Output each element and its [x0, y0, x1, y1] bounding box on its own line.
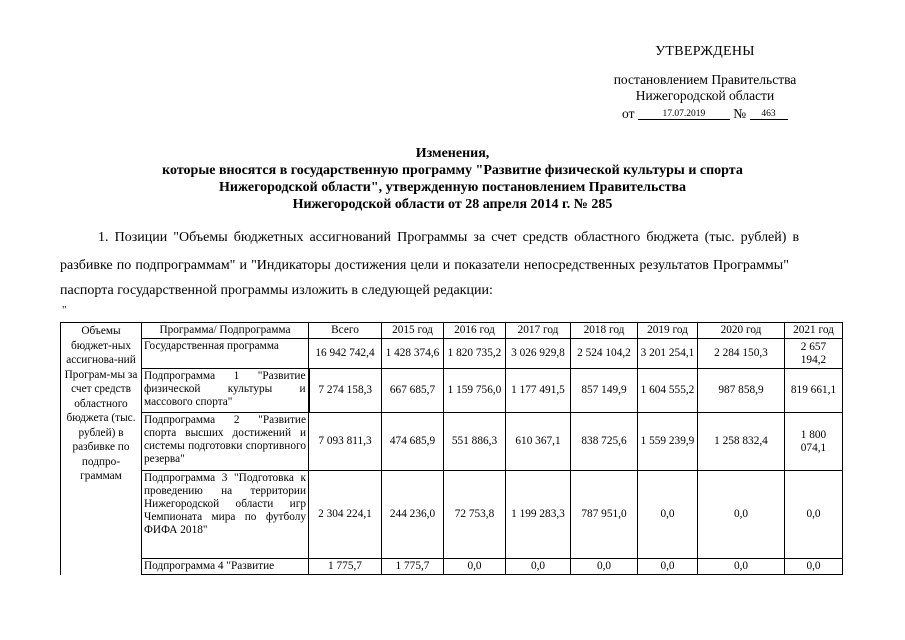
title-line-3: Нижегородской области", утвержденную постановлением Правительства: [218, 180, 687, 195]
cell-2020: 987 858,9: [698, 369, 785, 413]
cell-2017: 3 026 929,8: [506, 339, 571, 369]
cell-2020: 2 284 150,3: [698, 339, 785, 369]
cell-2018: 838 725,6: [571, 413, 638, 471]
table-row: [61, 471, 843, 559]
cell-2020: 1 258 832,4: [698, 413, 785, 471]
cell-2020: 0,0: [698, 559, 785, 575]
cell-2016: 1 820 735,2: [444, 339, 506, 369]
header-2017: 2017 год: [506, 323, 571, 339]
header-2018: 2018 год: [571, 323, 638, 339]
paragraph-line-2: разбивке по подпрограммам" и "Индикаторы достижения цели и показатели непосредственных результатов Программы": [60, 258, 789, 273]
header-program: Программа/ Подпрограмма: [142, 323, 309, 339]
paragraph-line-3: паспорта государственной программы изложить в следующей редакции:: [60, 283, 493, 298]
cell-2016: 551 886,3: [444, 413, 506, 471]
row-program-name: Подпрограмма 1 "Развитие физической культуры и массового спорта": [142, 369, 309, 413]
cell-2017: 1 199 283,3: [506, 471, 571, 559]
row-program-name: Подпрограмма 2 "Развитие спорта высших достижений и системы подготовки спортивного резерва": [142, 413, 309, 471]
title-line-4: Нижегородской области от 28 апреля 2014 г. № 285: [292, 197, 613, 212]
cell-2021: 0,0: [785, 559, 843, 575]
approval-date-line: [622, 106, 788, 122]
cell-2020: 0,0: [698, 471, 785, 559]
approval-line-2: Нижегородской области: [635, 88, 775, 103]
cell-2019: 0,0: [638, 559, 698, 575]
cell-total: 7 093 811,3: [309, 413, 382, 471]
cell-2015: 474 685,9: [382, 413, 444, 471]
number-sign: №: [733, 106, 747, 121]
cell-total: 16 942 742,4: [309, 339, 382, 369]
cell-2015: 244 236,0: [382, 471, 444, 559]
cell-2021: 2 657 194,2: [785, 339, 843, 369]
cell-2017: 610 367,1: [506, 413, 571, 471]
side-label-cell: Объемы бюджет-ных ассигнова-ний Програм-мы за счет средств областного бюджета (тыс. рублей) в разбивке по подпро-граммам: [61, 323, 142, 575]
cell-2015: 667 685,7: [382, 369, 444, 413]
cell-2019: 3 201 254,1: [638, 339, 698, 369]
cell-2021: 1 800 074,1: [785, 413, 843, 471]
approval-date: 17.07.2019: [638, 109, 730, 120]
cell-2015: 1 775,7: [382, 559, 444, 575]
title-line-1: Изменения,: [415, 146, 490, 161]
cell-total: 1 775,7: [309, 559, 382, 575]
cell-2016: 0,0: [444, 559, 506, 575]
cell-2017: 0,0: [506, 559, 571, 575]
cell-total: 7 274 158,3: [309, 369, 382, 413]
cell-2019: 0,0: [638, 471, 698, 559]
cell-2019: 1 604 555,2: [638, 369, 698, 413]
cell-2018: 0,0: [571, 559, 638, 575]
document-title: [60, 145, 845, 213]
table-row: [61, 369, 843, 413]
header-total: Всего: [309, 323, 382, 339]
header-2019: 2019 год: [638, 323, 698, 339]
cell-2016: 72 753,8: [444, 471, 506, 559]
approval-number: 463: [750, 109, 788, 120]
row-program-name: Подпрограмма 4 "Развитие: [142, 559, 309, 575]
row-program-name: Подпрограмма 3 "Подготовка к проведению на территории Нижегородской области игр Чемпионата мира по футболу ФИФА 2018": [142, 471, 309, 559]
cell-2021: 819 661,1: [785, 369, 843, 413]
cell-2018: 857 149,9: [571, 369, 638, 413]
cell-2015: 1 428 374,6: [382, 339, 444, 369]
header-2016: 2016 год: [444, 323, 506, 339]
header-2020: 2020 год: [698, 323, 785, 339]
approved-heading: УТВЕРЖДЕНЫ: [655, 44, 755, 59]
header-2015: 2015 год: [382, 323, 444, 339]
table-row: [61, 339, 843, 369]
budget-table: [60, 322, 843, 575]
paragraph-line-1: 1. Позиции "Объемы бюджетных ассигнований Программы за счет средств областного бюджета (тыс. рублей) в: [98, 230, 800, 245]
cell-2017: 1 177 491,5: [506, 369, 571, 413]
table-row: [61, 413, 843, 471]
table-header-row: [61, 323, 843, 339]
title-line-2: которые вносятся в государственную программу "Развитие физической культуры и спорта: [162, 163, 743, 178]
cell-2016: 1 159 756,0: [444, 369, 506, 413]
table-row: [61, 559, 843, 575]
approval-authority: [600, 72, 810, 104]
approval-line-1: постановлением Правительства: [613, 72, 797, 87]
header-2021: 2021 год: [785, 323, 843, 339]
cell-2019: 1 559 239,9: [638, 413, 698, 471]
cell-2021: 0,0: [785, 471, 843, 559]
cell-2018: 2 524 104,2: [571, 339, 638, 369]
row-program-name: Государственная программа: [142, 339, 309, 369]
cell-total: 2 304 224,1: [309, 471, 382, 559]
from-label: от: [622, 106, 635, 121]
cell-2018: 787 951,0: [571, 471, 638, 559]
open-quote-mark: ": [62, 304, 67, 316]
